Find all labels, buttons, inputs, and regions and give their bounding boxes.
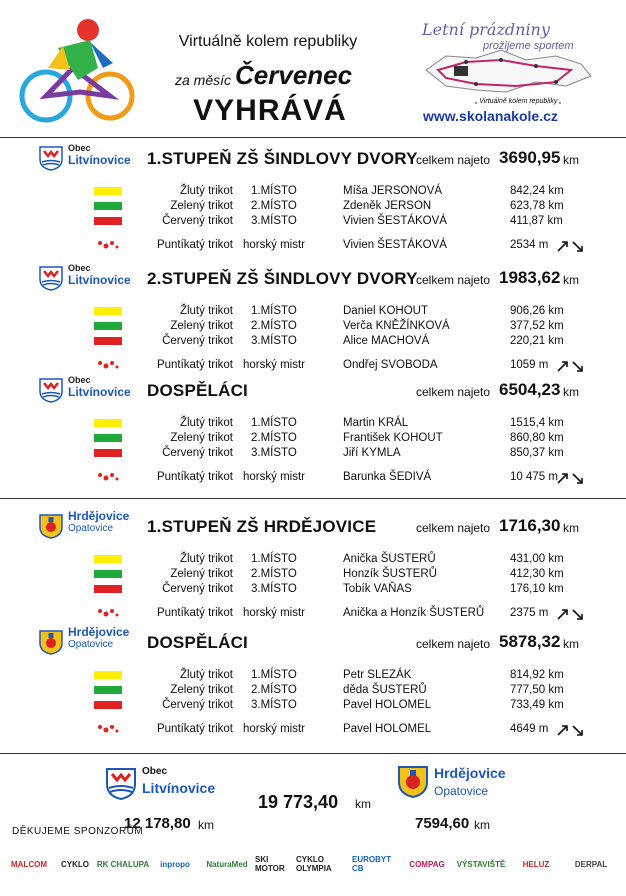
divider [0,137,626,138]
rider-name: Anička ŠUSTERŮ [343,553,436,565]
section-total-unit: km [563,153,579,167]
distance: 176,10 km [510,583,564,595]
jersey-name: Červený trikot [162,215,233,227]
result-row-dot-jersey [0,723,626,738]
place: 2.MÍSTO [251,432,297,444]
rider-name: Verča KNĚŽÍNKOVÁ [343,320,450,332]
mountain-title: horský mistr [243,607,305,619]
jersey-name: Zelený trikot [170,432,233,444]
jersey-name: Žlutý trikot [179,669,233,681]
jersey-name: Zelený trikot [170,568,233,580]
result-row [0,417,626,432]
municipality-logo [38,627,148,657]
rider-name: Petr SLEZÁK [343,669,412,681]
municipality-line1: Obec [68,263,91,273]
footer-hrdejovice-total: 7594,60 [415,815,470,832]
result-row [0,699,626,714]
place: 2.MÍSTO [251,568,297,580]
distance: 777,50 km [510,684,564,696]
promo-subtitle: prožijeme sportem [483,40,574,52]
result-row [0,320,626,335]
czech-map-icon [406,42,606,106]
sponsor-logo: EUROBYT CB [352,855,392,873]
municipality-line1: Obec [68,375,91,385]
jersey-swatch [94,686,122,694]
section-title: 1.STUPEŇ ZŠ HRDĚJOVICE [147,517,377,536]
municipality-logo [38,143,148,173]
footer-hrdejovice-line1: Hrdějovice [434,765,506,781]
footer-litvinovice-line1: Obec [142,766,168,777]
sponsor-logo: inpropo [160,859,190,869]
cyclist-logo [18,8,138,126]
result-row-dot-jersey [0,607,626,622]
polka-dot-icon [94,239,122,251]
result-row [0,568,626,583]
section-total: 1983,62 [499,268,561,287]
result-row-dot-jersey [0,239,626,254]
jersey-swatch [94,434,122,442]
polka-dot-icon [94,723,122,735]
distance: 906,26 km [510,305,564,317]
place: 1.MÍSTO [251,553,297,565]
mountain-title: horský mistr [243,239,305,251]
jersey-swatch [94,202,122,210]
municipality-line2: Opatovice [68,523,114,534]
footer-litvinovice-total: 12 178,80 [124,815,191,832]
municipality-line1: Hrdějovice [68,625,130,639]
jersey-swatch [94,307,122,315]
place: 3.MÍSTO [251,583,297,595]
polka-dot-icon [94,607,122,619]
jersey-name: Zelený trikot [170,320,233,332]
jersey-name: Červený trikot [162,699,233,711]
jersey-swatch [94,187,122,195]
divider [0,498,626,499]
jersey-swatch [94,449,122,457]
sponsors-title: DĚKUJEME SPONZORŮM [12,826,144,837]
distance: 842,24 km [510,185,564,197]
footer-hrdejovice-line2: Opatovice [434,784,489,798]
rider-name: František KOHOUT [343,432,443,444]
distance: 220,21 km [510,335,564,347]
municipality-line2: Opatovice [68,639,114,650]
elevation: 2375 m [510,607,549,619]
website-link[interactable]: www.skolanakole.cz [423,108,558,124]
jersey-swatch [94,419,122,427]
sponsor-logo: SKI MOTOR [255,855,285,873]
rider-name: děda ŠUSTERŮ [343,684,427,696]
place: 1.MÍSTO [251,305,297,317]
total-label: celkem najeto [416,521,491,535]
total-label: celkem najeto [416,273,491,287]
sponsor-logo: CYKLO OLYMPIA [296,855,332,873]
distance: 411,87 km [510,215,563,227]
rider-name: Daniel KOHOUT [343,305,428,317]
footer-litvinovice-crest-icon [104,766,138,805]
distance: 412,30 km [510,568,564,580]
result-row [0,553,626,568]
result-row [0,185,626,200]
elevation: 2534 m [510,239,549,251]
footer-litvinovice-line2: Litvínovice [142,780,216,796]
jersey-swatch [94,570,122,578]
jersey-name: Žlutý trikot [179,185,233,197]
jersey-name: Červený trikot [162,583,233,595]
month-name: Červenec [235,60,353,90]
section-total-unit: km [563,273,579,287]
sponsor-logo: HELUZ [522,859,550,869]
jersey-swatch [94,671,122,679]
jersey-name: Žlutý trikot [179,305,233,317]
mountain-title: horský mistr [243,723,305,735]
result-row-dot-jersey [0,359,626,374]
up-down-arrows-icon [556,471,586,485]
distance: 733,49 km [510,699,564,711]
jersey-name: Žlutý trikot [179,417,233,429]
jersey-name: Puntíkatý trikot [156,723,233,735]
place: 2.MÍSTO [251,200,297,212]
rider-name: Barunka ŠEDIVÁ [343,471,432,483]
sponsor-logo: NaturaMed [206,859,248,869]
elevation: 1059 m [510,359,549,371]
result-row [0,684,626,699]
sponsor-logo: MALCOM [11,859,47,869]
jersey-name: Zelený trikot [170,200,233,212]
up-down-arrows-icon [556,723,586,737]
divider [0,753,626,754]
section-title: DOSPĚLÁCI [147,633,248,652]
result-row [0,335,626,350]
winner-heading: VYHRÁVÁ [193,94,347,127]
sponsor-logo: CYKLO [61,859,89,869]
result-row [0,432,626,447]
sponsor-logo: DERPAL [574,859,608,869]
rider-name: Martin KRÁL [343,417,409,429]
municipality-logo [38,511,148,541]
rider-name: Honzík ŠUSTERŮ [343,568,437,580]
rider-name: Alice MACHOVÁ [343,335,430,347]
jersey-swatch [94,555,122,563]
mountain-title: horský mistr [243,359,305,371]
municipality-logo [38,263,148,293]
jersey-name: Červený trikot [162,335,233,347]
rider-name: Míša JERSONOVÁ [343,185,443,197]
jersey-name: Puntíkatý trikot [156,359,233,371]
section-total-unit: km [563,637,579,651]
grand-total-unit: km [355,797,371,811]
jersey-name: Puntíkatý trikot [156,607,233,619]
section-total: 1716,30 [499,516,561,535]
municipality-line2: Litvínovice [68,385,131,399]
rider-name: Vivien ŠESTÁKOVÁ [343,215,447,227]
jersey-name: Puntíkatý trikot [156,471,233,483]
municipality-logo [38,375,148,405]
total-label: celkem najeto [416,153,491,167]
total-label: celkem najeto [416,637,491,651]
distance: 377,52 km [510,320,564,332]
distance: 814,92 km [510,669,564,681]
municipality-line2: Litvínovice [68,273,131,287]
place: 3.MÍSTO [251,335,297,347]
municipality-line1: Hrdějovice [68,509,130,523]
section-total: 3690,95 [499,148,561,167]
total-label: celkem najeto [416,385,491,399]
polka-dot-icon [94,471,122,483]
municipality-line2: Litvínovice [68,153,131,167]
promo-title: Letní prázdniny [422,20,550,39]
rider-name: Pavel HOLOMEL [343,723,432,735]
place: 1.MÍSTO [251,669,297,681]
result-row [0,200,626,215]
jersey-swatch [94,585,122,593]
jersey-name: Červený trikot [162,447,233,459]
rider-name: Tobík VAŇAS [343,583,412,595]
up-down-arrows-icon [556,359,586,373]
rider-name: Vivien ŠESTÁKOVÁ [343,239,447,251]
footer-hrdejovice-unit: km [474,818,490,832]
section-total: 6504,23 [499,380,561,399]
polka-dot-icon [94,359,122,371]
section-title: 2.STUPEŇ ZŠ ŠINDLOVY DVORY [147,269,418,288]
sponsor-logo: VÝSTAVIŠTĚ [456,859,506,869]
distance: 623,78 km [510,200,564,212]
rider-name: Zdeněk JERSON [343,200,432,212]
header-subtitle: Virtuálně kolem republiky [178,33,358,50]
jersey-swatch [94,701,122,709]
grand-total: 19 773,40 [258,792,339,812]
sponsor-logo: COMPAG [409,859,445,869]
place: 2.MÍSTO [251,684,297,696]
elevation: 4649 m [510,723,549,735]
footer-hrdejovice-crest-icon [396,764,430,803]
result-row-dot-jersey [0,471,626,486]
footer-litvinovice-unit: km [198,818,214,832]
jersey-swatch [94,337,122,345]
jersey-name: Puntíkatý trikot [156,239,233,251]
jersey-swatch [94,217,122,225]
up-down-arrows-icon [556,239,586,253]
result-row [0,583,626,598]
map-caption: „ Virtuálně kolem republiky „ [475,98,562,105]
result-row [0,447,626,462]
municipality-line1: Obec [68,143,91,153]
place: 3.MÍSTO [251,215,297,227]
distance: 860,80 km [510,432,564,444]
place: 1.MÍSTO [251,417,297,429]
result-row [0,305,626,320]
result-row [0,669,626,684]
jersey-swatch [94,322,122,330]
jersey-name: Žlutý trikot [179,553,233,565]
up-down-arrows-icon [556,607,586,621]
place: 3.MÍSTO [251,447,297,459]
section-total: 5878,32 [499,632,561,651]
mountain-title: horský mistr [243,471,305,483]
elevation: 10 475 m [510,471,558,483]
sponsor-logo: RK CHALUPA [96,859,150,869]
section-title: DOSPĚLÁCI [147,381,248,400]
distance: 850,37 km [510,447,564,459]
section-total-unit: km [563,385,579,399]
place: 2.MÍSTO [251,320,297,332]
distance: 431,00 km [510,553,564,565]
rider-name: Anička a Honzík ŠUSTERŮ [343,607,485,619]
rider-name: Pavel HOLOMEL [343,699,432,711]
rider-name: Ondřej SVOBODA [343,359,438,371]
distance: 1515,4 km [510,417,564,429]
place: 1.MÍSTO [251,185,297,197]
section-title: 1.STUPEŇ ZŠ ŠINDLOVY DVORY [147,149,418,168]
result-row [0,215,626,230]
section-total-unit: km [563,521,579,535]
place: 3.MÍSTO [251,699,297,711]
month-prefix: za měsíc [175,72,232,88]
rider-name: Jiří KYMLA [343,447,401,459]
jersey-name: Zelený trikot [170,684,233,696]
